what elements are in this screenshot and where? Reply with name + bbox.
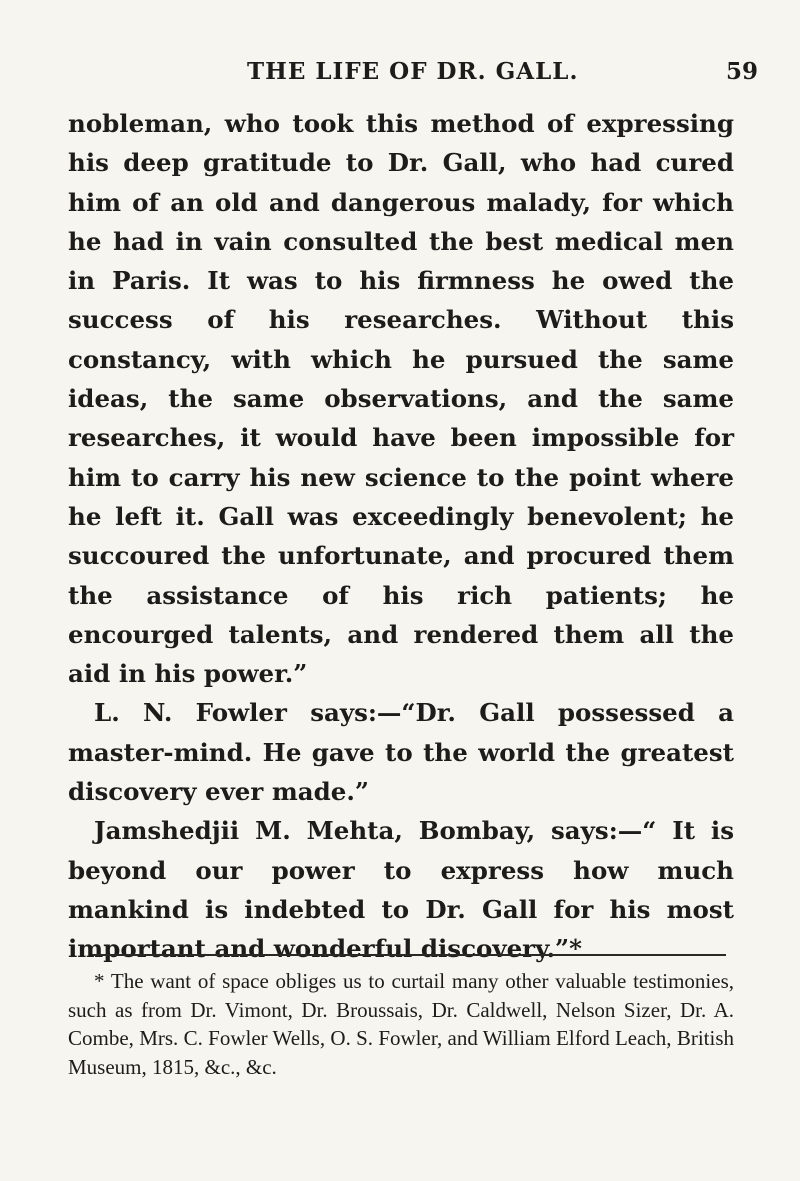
running-title: THE LIFE OF DR. GALL. — [247, 58, 579, 85]
footnote — [68, 967, 734, 1081]
footnote-divider — [92, 954, 726, 956]
body-text — [68, 104, 734, 969]
page-number: 59 — [726, 58, 759, 85]
footnote-text: * The want of space obliges us to curtail many other valuable testimonies, such as from Dr. Vimont, Dr. Broussais, Dr. Caldwell, Nelson Sizer, Dr. A. Combe, Mrs. C. Fowler Wells, O. S. Fowler, and William Elford Leach, British Museum, 1815, &c., &c. — [68, 969, 734, 1079]
paragraph-3: Jamshedjii M. Mehta, Bombay, says:—“ It is beyond our power to express how much mankind is indebted to Dr. Gall for his most important and wonderful discovery.”* — [68, 816, 734, 964]
paragraph-2: L. N. Fowler says:—“Dr. Gall possessed a master-mind. He gave to the world the greatest discovery ever made.” — [68, 698, 734, 807]
paragraph-1: nobleman, who took this method of expressing his deep gratitude to Dr. Gall, who had cured him of an old and dangerous malady, for which he had in vain consulted the best medical men in Paris. It was to his firmness he owed the success of his researches. Without this constancy, with which he pursued the same ideas, the same observations, and the same researches, it would have been impossible for him to carry his new science to the point where he left it. Gall was exceedingly benevolent; he succoured the unfortunate, and procured them the assistance of his rich patients; he encourged talents, and rendered them all the aid in his power.” — [68, 109, 734, 689]
